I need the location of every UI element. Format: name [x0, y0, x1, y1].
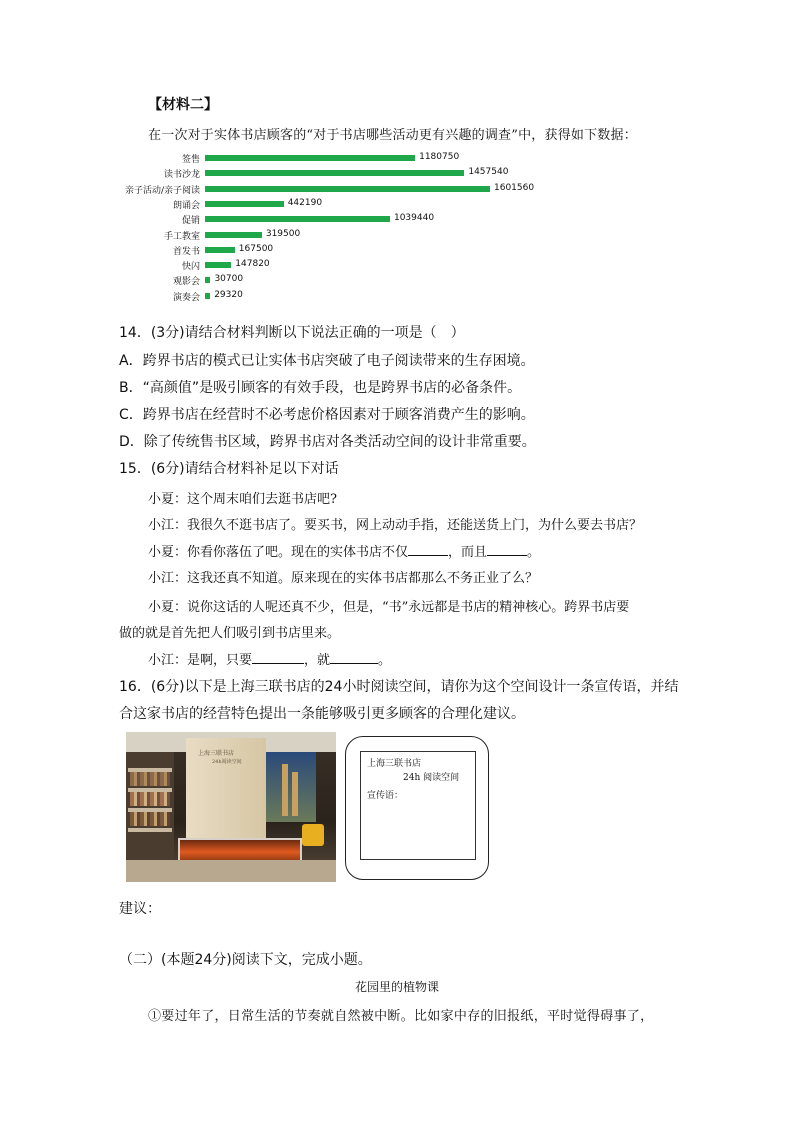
slogan-card[interactable]	[360, 751, 476, 860]
card-title: 上海三联书店	[367, 759, 422, 769]
chart-category-label: 亲子活动/亲子阅读	[124, 185, 200, 196]
dialog-line: 小江：这我还真不知道。原来现在的实体书店都那么不务正业了么？	[148, 571, 539, 586]
reading-space-photo	[126, 732, 336, 882]
slogan-label: 宣传语：	[367, 791, 404, 801]
answer-blank[interactable]	[487, 555, 527, 556]
dialog-text: 。	[378, 653, 392, 668]
dialog-line-with-blanks	[148, 649, 391, 668]
article-paragraph: ①要过年了，日常生活的节奏就自然被中断。比如家中存的旧报纸，平时觉得碍事了，	[148, 1009, 654, 1024]
answer-blank[interactable]	[330, 663, 378, 664]
dialog-line: 做的就是首先把人们吸引到书店里来。	[119, 626, 341, 641]
chart-value-label: 30700	[214, 274, 244, 285]
chart-bar	[205, 186, 490, 192]
chart-category-label: 快闪	[181, 262, 200, 273]
chart-category-label: 首发书	[172, 246, 200, 257]
chart-bar	[205, 277, 210, 283]
q16-stem-line1: 16．(6分)以下是上海三联书店的24小时阅读空间，请你为这个空间设计一条宣传语，并结	[119, 679, 679, 695]
chart-bar	[205, 170, 464, 176]
article-title: 花园里的植物课	[354, 980, 439, 994]
chart-bar	[205, 201, 284, 207]
chart-value-label: 1180750	[419, 152, 460, 162]
chart-category-label: 朗诵会	[172, 200, 200, 211]
material-heading: 【材料二】	[148, 97, 218, 113]
suggestion-label: 建议：	[119, 901, 161, 917]
q14-option-b: B．“高颜值”是吸引顾客的有效手段，也是跨界书店的必备条件。	[119, 380, 522, 396]
dialog-text: 小江：是啊，只要	[148, 653, 253, 668]
dialog-text: ，就	[304, 653, 331, 668]
dialog-line: 小夏：说你这话的人呢还真不少，但是，“书”永远都是书店的精神核心。跨界书店要	[148, 600, 630, 615]
chart-bar	[205, 155, 415, 161]
section-heading: （二）(本题24分)阅读下文，完成小题。	[119, 952, 372, 968]
chart-category-label: 演奏会	[172, 292, 200, 303]
dialog-text: 小夏：你看你落伍了吧。现在的实体书店不仅	[148, 545, 409, 560]
q15-stem: 15．(6分)请结合材料补足以下对话	[119, 461, 339, 477]
chart-category-label: 手工教室	[163, 231, 200, 242]
chart-bar	[205, 232, 262, 238]
chart-bar	[205, 262, 231, 268]
chart-value-label: 147820	[235, 259, 270, 270]
chart-category-label: 签售	[181, 155, 200, 165]
chart-value-label: 29320	[214, 289, 243, 300]
dialog-line: 小夏：这个周末咱们去逛书店吧?	[148, 492, 337, 507]
answer-blank[interactable]	[408, 555, 448, 556]
answer-blank[interactable]	[252, 663, 304, 664]
chart-category-label: 观影会	[172, 277, 200, 288]
q14-stem: 14．(3分)请结合材料判断以下说法正确的一项是（ ）	[119, 325, 465, 341]
chart-value-label: 1039440	[393, 213, 435, 224]
chart-category-label: 促销	[181, 216, 200, 227]
survey-bar-chart	[110, 152, 535, 315]
q14-option-c: C．跨界书店在经营时不必考虑价格因素对于顾客消费产生的影响。	[119, 407, 535, 423]
material-intro: 在一次对于实体书店顾客的“对于书店哪些活动更有兴趣的调查”中，获得如下数据：	[148, 128, 637, 143]
chart-bar	[205, 216, 390, 222]
chart-value-label: 442190	[287, 197, 323, 208]
card-subtitle: 24h 阅读空间	[403, 773, 460, 783]
dialog-text: ，而且	[448, 545, 488, 560]
chart-value-label: 167500	[238, 243, 274, 254]
chart-value-label: 319500	[265, 228, 301, 239]
chart-value-label: 1457540	[468, 167, 509, 178]
chart-category-label: 读书沙龙	[163, 170, 200, 181]
photo-sign-text: 上海三联书店	[198, 750, 235, 757]
chart-bar	[205, 293, 210, 299]
chart-bar	[205, 247, 235, 253]
dialog-text: 。	[527, 545, 541, 560]
chart-value-label: 1601560	[494, 182, 535, 193]
q14-option-a: A．跨界书店的模式已让实体书店突破了电子阅读带来的生存困境。	[119, 353, 535, 369]
dialog-line-with-blanks	[148, 541, 540, 560]
photo-sign-text: 24h阅读空间	[212, 759, 242, 765]
q16-stem-line2: 合这家书店的经营特色提出一条能够吸引更多顾客的合理化建议。	[119, 706, 525, 722]
dialog-line: 小江：我很久不逛书店了。要买书，网上动动手指，还能送货上门，为什么要去书店？	[148, 518, 643, 533]
q14-option-d: D．除了传统售书区域，跨界书店对各类活动空间的设计非常重要。	[119, 434, 536, 450]
